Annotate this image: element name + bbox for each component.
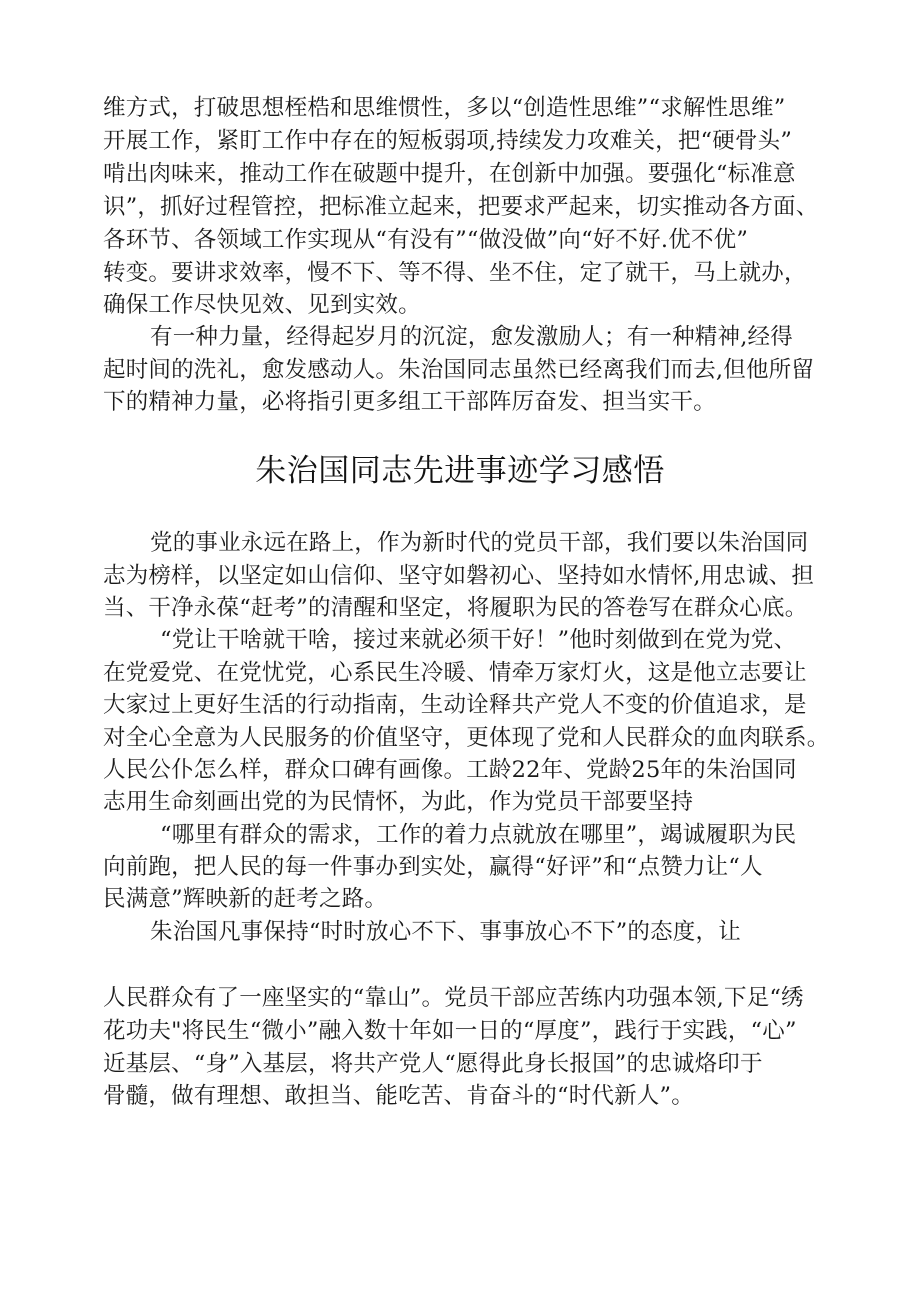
paragraph-line: 大家过上更好生活的行动指南，生动诠释共产党人不变的价值追求，是 — [103, 692, 807, 718]
paragraph-line: 各环节、各领域工作实现从“有没有”“做没做”向“好不好.优不优” — [103, 227, 749, 253]
paragraph-line: 下的精神力量，必将指引更多组工干部阵厉奋发、担当实干。 — [103, 389, 716, 415]
paragraph-line: 花功夫"将民生“微小”融入数十年如一日的“厚度”，践行于实践，“心” — [103, 1018, 797, 1044]
paragraph-line: 有一种力量，经得起岁月的沉淀，愈发激励人；有一种精神,经得 — [150, 324, 793, 350]
paragraph-line: 在党爱党、在党忧党，心系民生冷暖、情牵万家灯火，这是他立志要让 — [103, 660, 807, 686]
paragraph-line: 向前跑，把人民的每一件事办到实处，赢得“好评”和“点赞力让“人 — [103, 854, 763, 880]
paragraph-line: 当、干净永葆“赶考”的清醒和坚定，将履职为民的答卷写在群众心底。 — [103, 595, 808, 621]
paragraph-line: 起时间的洗礼，愈发感动人。朱治国同志虽然已经离我们而去,但他所留 — [103, 357, 815, 383]
paragraph-line: 确保工作尽快见效、见到实效。 — [103, 292, 421, 318]
paragraph-line: 骨髓，做有理想、敢担当、能吃苦、肯奋斗的“时代新人”。 — [103, 1083, 694, 1109]
paragraph-line: 近基层、“身”入基层，将共产党人“愿得此身长报国”的忠诚烙印于 — [103, 1051, 763, 1077]
paragraph-line: 人民群众有了一座坚实的“靠山”。党员干部应苦练内功强本领,下足“绣 — [103, 985, 804, 1011]
paragraph-line: 开展工作，紧盯工作中存在的短板弱项,持续发力攻难关，把“硬骨头” — [103, 128, 793, 154]
paragraph-line: 志为榜样，以坚定如山信仰、坚守如磐初心、坚持如水情怀,用忠诚、担 — [103, 563, 815, 589]
paragraph-line: 转变。要讲求效率，慢不下、等不得、坐不住，定了就干，马上就办， — [103, 260, 807, 286]
paragraph-line: 对全心全意为人民服务的价值坚守，更体现了党和人民群众的血肉联系。 — [103, 725, 830, 751]
paragraph-line: “哪里有群众的需求，工作的着力点就放在哪里”，竭诚履职为民 — [160, 822, 797, 848]
paragraph-line: 党的事业永远在路上，作为新时代的党员干部，我们要以朱治国同 — [150, 530, 809, 556]
paragraph-line: 识”，抓好过程管控，把标准立起来，把要求严起来，切实推动各方面、 — [103, 194, 819, 220]
paragraph-line: 人民公仆怎么样，群众口碑有画像。工龄22年、党龄25年的朱治国同 — [103, 757, 797, 783]
article-title: 朱治国同志先进事迹学习感悟 — [255, 453, 665, 489]
paragraph-line: 朱治国凡事保持“时时放心不下、事事放心不下”的态度，让 — [150, 919, 741, 945]
paragraph-line: “党让干啥就干啥，接过来就必须干好！”他时刻做到在党为党、 — [160, 627, 797, 653]
paragraph-line: 志用生命刻画出党的为民情怀，为此，作为党员干部要坚持 — [103, 789, 694, 815]
paragraph-line: 啃出肉味来，推动工作在破题中提升，在创新中加强。要强化“标准意 — [103, 161, 796, 187]
paragraph-line: 维方式，打破思想桎梏和思维惯性，多以“创造性思维”“求解性思维” — [103, 95, 786, 121]
paragraph-line: 民满意”辉映新的赶考之路。 — [103, 886, 388, 912]
